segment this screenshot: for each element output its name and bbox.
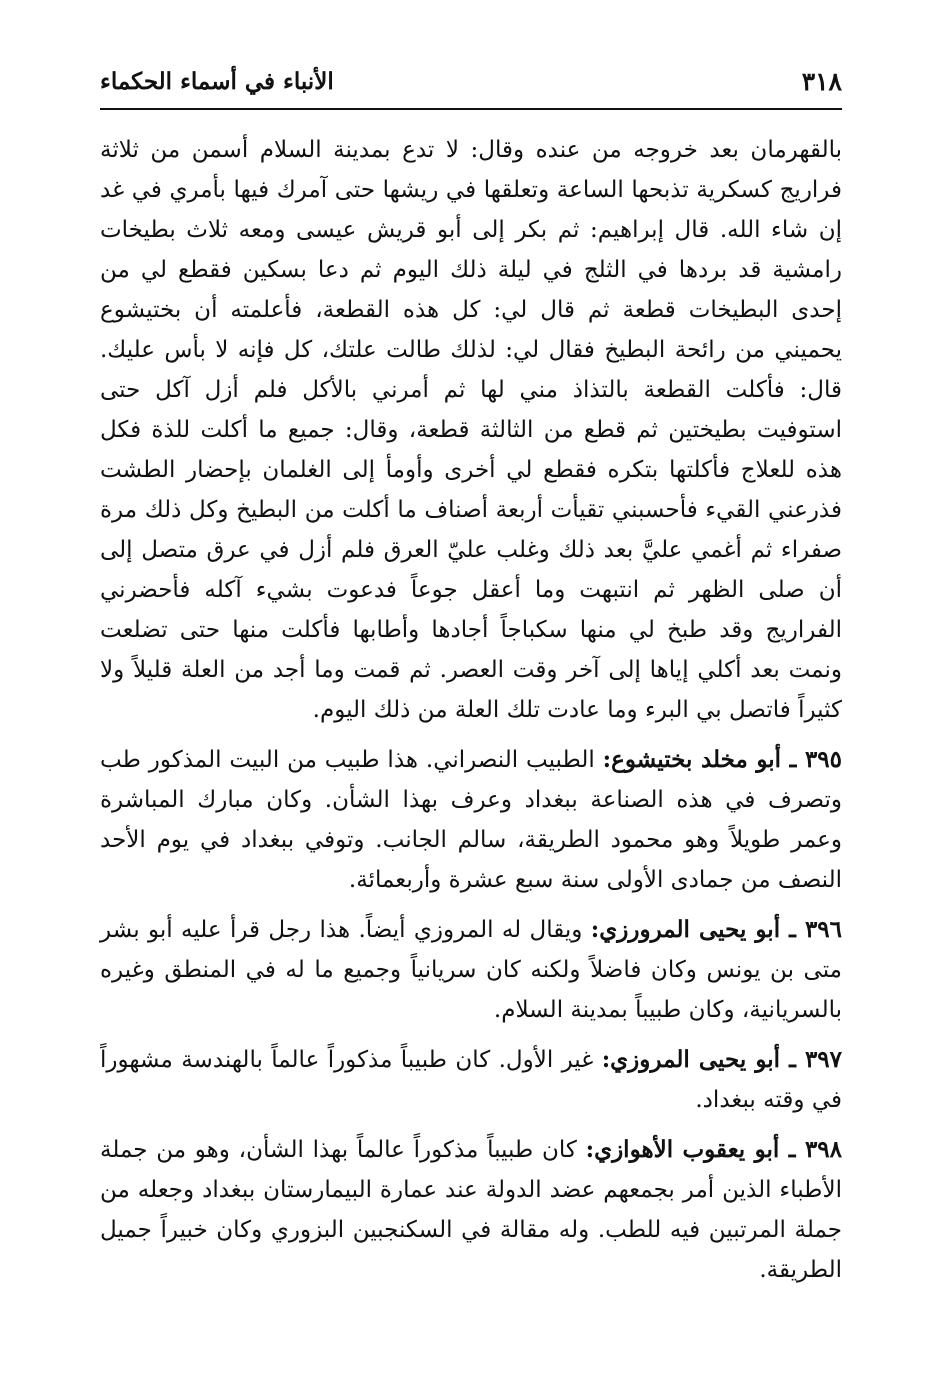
entry-text: كان طبيباً مذكوراً عالماً بهذا الشأن، وهو من جملة الأطباء الذين أمر بجمعهم عضد الدولة عند عمارة البيمارستان ببغداد وجعله من جملة المرتبين فيه للطب. وله مقالة في السكنجبين البزوري وكان خبيراً جميل الطريقة.	[100, 1137, 842, 1283]
entry-text: ويقال له المروزي أيضاً. هذا رجل قرأ عليه أبو بشر متى بن يونس وكان فاضلاً ولكنه كان سريانياً وجميع ما له في المنطق وغيره بالسريانية، وكان طبيباً بمدينة السلام.	[100, 917, 842, 1023]
entry-398	[100, 1130, 842, 1290]
entry-397	[100, 1040, 842, 1120]
page-header	[100, 62, 842, 102]
entry-heading: ٣٩٨ ـ أبو يعقوب الأهوازي:	[585, 1136, 842, 1163]
entry-text: الطبيب النصراني. هذا طبيب من البيت المذكور طب وتصرف في هذه الصناعة ببغداد وعرف بهذا الشأن. وكان مبارك المباشرة وعمر طويلاً وهو محمود الطريقة، سالم الجانب. وتوفي ببغداد في يوم الأحد النصف من جمادى الأولى سنة سبع عشرة وأربعمائة.	[100, 747, 842, 893]
entry-text: غير الأول. كان طبيباً مذكوراً عالماً بالهندسة مشهوراً في وقته ببغداد.	[100, 1047, 842, 1113]
page-number: ٣١٨	[801, 67, 842, 96]
entry-heading: ٣٩٥ ـ أبو مخلد بختيشوع:	[602, 746, 842, 773]
continuation-paragraph: بالقهرمان بعد خروجه من عنده وقال: لا تدع بمدينة السلام أسمن من ثلاثة فراريج كسكرية تذبحها الساعة وتعلقها في ريشها حتى آمرك فيها بأمري في غد إن شاء الله. قال إبراهيم: ثم بكر إلى أبو قريش عيسى ومعه ثلاث بطيخات رامشية قد بردها في الثلج في ليلة ذلك اليوم ثم دعا بسكين فقطع لي من إحدى البطيخات قطعة ثم قال لي: كل هذه القطعة، فأعلمته أن بختيشوع يحميني من رائحة البطيخ فقال لي: لذلك طالت علتك، كل فإنه لا بأس عليك. قال: فأكلت القطعة بالتذاذ مني لها ثم أمرني بالأكل فلم أزل آكل حتى استوفيت بطيختين ثم قطع من الثالثة قطعة، وقال: جميع ما أكلت للذة فكل هذه للعلاج فأكلتها بتكره فقطع لي أخرى وأومأ إلى الغلمان بإحضار الطشت فذرعني القيء فأحسبني تقيأت أربعة أصناف ما أكلت من البطيخ وكل ذلك مرة صفراء ثم أغمي عليَّ بعد ذلك وغلب عليّ العرق فلم أزل في عرق متصل إلى أن صلى الظهر ثم انتبهت وما أعقل جوعاً فدعوت بشيء آكله فأحضرني الفراريج وقد طبخ لي منها سكباجاً أجادها وأطابها فأكلت منها حتى تضلعت ونمت بعد أكلي إياها إلى آخر وقت العصر. ثم قمت وما أجد من العلة قليلاً ولا كثيراً فاتصل بي البرء وما عادت تلك العلة من ذلك اليوم.	[100, 137, 842, 723]
running-title: الأنباء في أسماء الحكماء	[100, 68, 334, 95]
entry-396	[100, 910, 842, 1030]
header-divider	[100, 108, 842, 110]
page-body	[100, 130, 842, 1300]
entry-heading: ٣٩٦ ـ أبو يحيى المرورزي:	[590, 916, 842, 943]
entry-heading: ٣٩٧ ـ أبو يحيى المروزي:	[601, 1046, 842, 1073]
entry-395	[100, 740, 842, 900]
